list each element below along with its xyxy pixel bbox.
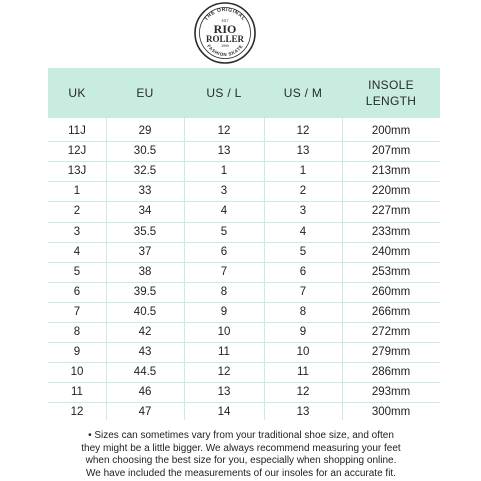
cell-uk: 12	[70, 406, 84, 419]
cell-us-l: 6	[220, 245, 228, 258]
cell-us-l: 12	[217, 366, 231, 379]
cell-eu: 38	[138, 265, 152, 278]
header-uk: UK	[68, 86, 86, 100]
cell-uk: 7	[73, 305, 81, 318]
cell-us-m: 3	[299, 205, 307, 218]
cell-eu: 30.5	[133, 145, 157, 158]
logo-bottom-text: FASHION SKATE	[206, 43, 244, 58]
sizing-note-line: We have included the measurements of our insoles for an accurate fit.	[86, 467, 396, 479]
cell-insole: 227mm	[371, 205, 411, 218]
cell-us-m: 6	[299, 265, 307, 278]
cell-us-l: 11	[218, 346, 230, 359]
table-row	[0, 201, 481, 221]
cell-eu: 35.5	[133, 225, 157, 238]
header-eu: EU	[136, 86, 154, 100]
cell-insole: 213mm	[371, 165, 411, 178]
cell-insole: 266mm	[371, 305, 411, 318]
cell-eu: 47	[138, 406, 152, 419]
cell-insole: 253mm	[371, 265, 411, 278]
cell-us-l: 5	[220, 225, 228, 238]
cell-insole: 200mm	[371, 125, 411, 137]
cell-insole: 220mm	[371, 185, 411, 198]
cell-us-m: 2	[299, 185, 307, 198]
cell-uk: 4	[73, 245, 81, 258]
cell-insole: 207mm	[371, 145, 411, 158]
cell-us-m: 5	[299, 245, 307, 258]
cell-us-m: 10	[296, 346, 310, 359]
cell-uk: 10	[70, 366, 84, 379]
header-insole-length	[342, 68, 440, 118]
cell-insole: 260mm	[371, 285, 411, 298]
table-row	[0, 121, 481, 141]
table-row	[0, 402, 481, 422]
cell-us-l: 13	[217, 145, 231, 158]
cell-us-m: 9	[299, 326, 307, 338]
logo-top-text: THE ORIGINAL	[203, 6, 247, 23]
cell-us-m: 7	[299, 285, 307, 298]
cell-insole: 300mm	[371, 406, 411, 419]
cell-insole: 279mm	[371, 346, 411, 359]
cell-us-l: 13	[217, 386, 231, 399]
header-us-m: US / M	[283, 86, 323, 100]
cell-insole: 240mm	[371, 245, 411, 258]
header-us-l: US / L	[206, 86, 242, 100]
sizing-note-line: when choosing the best size for you, especially when shopping online.	[85, 455, 397, 466]
cell-eu: 33	[138, 185, 152, 198]
cell-uk: 9	[73, 346, 81, 359]
cell-eu: 43	[138, 346, 152, 359]
cell-us-l: 8	[220, 285, 228, 298]
cell-insole: 293mm	[371, 386, 411, 399]
cell-eu: 29	[138, 125, 152, 137]
cell-us-m: 12	[296, 125, 310, 137]
table-row	[0, 181, 481, 201]
table-row	[0, 282, 481, 302]
cell-us-l: 12	[217, 125, 231, 137]
cell-insole: 286mm	[371, 366, 411, 379]
sizing-note-line: • Sizes can sometimes vary from your traditional shoe size, and often	[88, 430, 394, 441]
cell-us-m: 13	[296, 145, 310, 158]
cell-uk: 11	[71, 386, 83, 399]
cell-us-l: 14	[217, 406, 231, 419]
cell-us-l: 10	[217, 326, 231, 338]
cell-us-m: 4	[299, 225, 307, 238]
cell-us-l: 1	[220, 165, 228, 178]
table-row	[0, 302, 481, 322]
cell-us-m: 11	[297, 366, 309, 379]
cell-eu: 39.5	[133, 285, 157, 298]
sizing-note	[70, 430, 412, 480]
logo-line1: RIO	[213, 22, 237, 36]
sizing-note-line: they might be a little bigger. We always recommend measuring your feet	[81, 442, 401, 454]
cell-us-m: 13	[296, 406, 310, 419]
table-row	[0, 242, 481, 262]
table-row	[0, 342, 481, 362]
cell-us-l: 9	[220, 305, 228, 318]
table-row	[0, 262, 481, 282]
cell-insole: 272mm	[371, 326, 411, 338]
cell-uk: 2	[73, 205, 81, 218]
cell-uk: 3	[73, 225, 81, 238]
table-row	[0, 141, 481, 161]
table-row	[0, 222, 481, 242]
table-row	[0, 362, 481, 382]
cell-eu: 34	[138, 205, 152, 218]
rio-roller-logo	[194, 2, 256, 64]
cell-uk: 1	[73, 185, 81, 198]
cell-uk: 8	[73, 326, 81, 338]
cell-eu: 40.5	[133, 305, 157, 318]
cell-eu: 37	[138, 245, 152, 258]
cell-uk: 6	[73, 285, 81, 298]
header-insole-line2: LENGTH	[365, 94, 417, 108]
cell-uk: 13J	[67, 165, 87, 178]
cell-eu: 42	[138, 326, 152, 338]
logo-line2: ROLLER	[205, 34, 245, 44]
table-row	[0, 382, 481, 402]
cell-us-l: 4	[220, 205, 228, 218]
cell-uk: 5	[73, 265, 81, 278]
cell-us-l: 3	[220, 185, 228, 198]
table-row	[0, 322, 481, 342]
cell-us-m: 12	[296, 386, 310, 399]
logo-est: EST	[221, 19, 229, 23]
cell-eu: 44.5	[133, 366, 157, 379]
header-insole-line1: INSOLE	[368, 78, 414, 92]
cell-us-m: 8	[299, 305, 307, 318]
cell-uk: 12J	[67, 145, 87, 158]
cell-us-m: 1	[299, 165, 307, 178]
cell-eu: 46	[138, 386, 152, 399]
cell-us-l: 7	[220, 265, 228, 278]
cell-insole: 233mm	[371, 225, 411, 238]
logo-year: 1999	[221, 44, 229, 48]
cell-eu: 32.5	[133, 165, 157, 178]
table-row	[0, 161, 481, 181]
cell-uk: 11J	[68, 125, 86, 137]
